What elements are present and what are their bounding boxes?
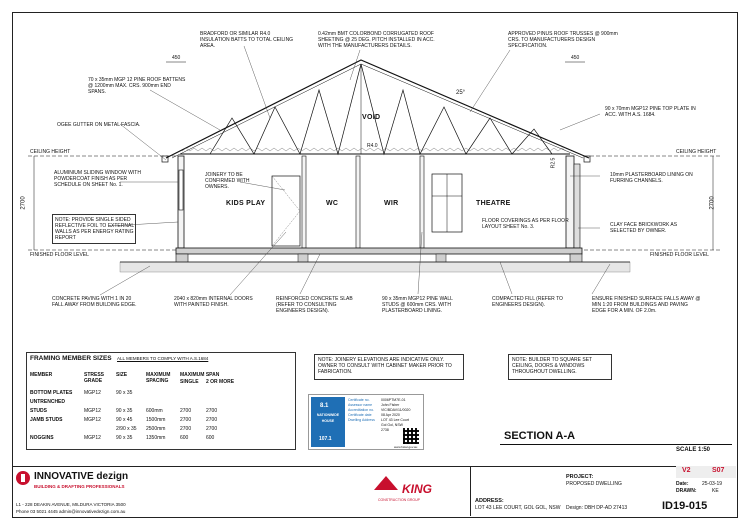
framing-cell-spacing: 2500mm: [146, 426, 166, 432]
hdr-span: MAXIMUM SPAN: [180, 372, 220, 378]
certificate-logo: NATIONWIDE HOUSE: [316, 413, 340, 423]
certificate-value: VIC/BDAV/11/0020: [381, 408, 411, 412]
hdr-grade: STRESS GRADE: [84, 372, 105, 384]
address-label: ADDRESS:: [475, 498, 504, 504]
brick-veneer-right: [574, 164, 580, 248]
certificate-rating: 8.1: [320, 403, 329, 409]
height-left-text: 2700: [20, 196, 27, 210]
drawn-label: DRAWN:: [676, 488, 697, 494]
framing-cell-spacing: 600mm: [146, 408, 163, 414]
room-wir-label: WIR: [384, 200, 399, 207]
wall-kidsplay-wc: [302, 156, 306, 248]
framing-subtitle-text: ALL MEMBERS TO COMPLY WITH A.S.1684: [117, 356, 209, 361]
note-surface-falls: ENSURE FINISHED SURFACE FALLS AWAY @ MIN 1:20 FROM BUILDINGS AND PAVING EDGE FOR A MIN. OF 2.0m.: [592, 296, 701, 314]
framing-title: [30, 355, 208, 362]
framing-cell-member: JAMB STUDS: [30, 417, 63, 423]
note-trusses: APPROVED PINUS ROOF TRUSSES @ 900mm CRS. TO MANUFACTURERS DESIGN SPECIFICATION.: [508, 31, 618, 49]
framing-cell-size: 2/90 x 35: [116, 426, 137, 432]
framing-row: [30, 417, 292, 426]
framing-cell-spacing: 1500mm: [146, 417, 166, 423]
brand-name: INNOVATIVE dezign: [34, 471, 129, 482]
truss-webs-right: [361, 64, 552, 154]
note-joinery-elev: NOTE: JOINERY ELEVATIONS ARE INDICATIVE ONLY. OWNER TO CONSULT WITH CABINET MAKER PRIOR TO FABRICATION.: [318, 357, 452, 375]
certificate-label: Certificate date: [348, 413, 372, 417]
room-theatre-label: THEATRE: [476, 200, 511, 207]
framing-cell-member: NOGGINS: [30, 435, 54, 441]
room-void-label: VOID: [362, 114, 381, 121]
framing-cell-grade: MGP12: [84, 390, 101, 396]
certificate-labels: [348, 398, 375, 423]
section-title: SECTION A-A: [504, 430, 576, 442]
framing-cell-single: 2700: [180, 408, 192, 414]
certificate-value: 08 Apr 2020: [381, 413, 400, 417]
roof-pitch-text: 25°: [456, 90, 466, 96]
note-slab: REINFORCED CONCRETE SLAB (REFER TO CONSULTING ENGINEERS DESIGN).: [276, 296, 353, 314]
note-aluminium: ALUMINIUM SLIDING WINDOW WITH POWDERCOAT FINISH AS PER SCHEDULE ON SHEET No. 1.: [54, 170, 141, 188]
framing-cell-grade: MGP12: [84, 408, 101, 414]
framing-cell-member: STUDS: [30, 408, 47, 414]
certificate-energy: 107.1: [319, 436, 332, 442]
note-studs: 90 x 35mm MGP12 PINE WALL STUDS @ 600mm CRS. WITH PLASTERBOARD LINING.: [382, 296, 453, 314]
framing-cell-more: 2700: [206, 408, 218, 414]
brand-logo-mark: [21, 474, 25, 482]
note-doors: 2040 x 820mm INTERNAL DOORS WITH PAINTED FINISH.: [174, 296, 253, 308]
external-wall-right: [566, 156, 574, 248]
framing-row: [30, 408, 292, 417]
king-logo: KING: [402, 482, 432, 496]
certificate-value: Gol Gol, NSW: [381, 423, 403, 427]
note-colorbond: 0.42mm BMT COLORBOND CORRUGATED ROOF SHEETING @ 25 DEG. PITCH INSTALLED IN ACC. WITH THE MANUFACTURERS DETAILS.: [318, 31, 435, 49]
note-brickwork: CLAY FACE BRICKWORK AS SELECTED BY OWNER.: [610, 222, 678, 234]
certificate-url: www.hstar.gov.au: [394, 445, 418, 449]
truss-webs-left: [210, 64, 361, 154]
certificate-value: LOT 43 Lee Court: [381, 418, 409, 422]
hdr-more: 2 OR MORE: [206, 379, 235, 385]
concrete-slab: [176, 248, 582, 254]
note-compacted: COMPACTED FILL (REFER TO ENGINEERS DESIGN).: [492, 296, 563, 308]
section-scale: SCALE 1:50: [676, 447, 711, 453]
ground-hatch: [120, 262, 630, 272]
sheet-number: S07: [712, 467, 725, 474]
floor-level-right: FINISHED FLOOR LEVEL: [650, 252, 709, 258]
framing-cell-single: 600: [180, 435, 189, 441]
wall-wc-wir: [356, 156, 360, 248]
framing-cell-size: 90 x 45: [116, 417, 133, 423]
room-kids-play-label: KIDS PLAY: [226, 200, 266, 207]
framing-cell-member: UNTRENCHED: [30, 399, 65, 405]
hdr-size: SIZE: [116, 372, 128, 378]
window-left: [179, 170, 183, 210]
section-title-underline: [500, 444, 732, 445]
room-wc-label: WC: [326, 200, 339, 207]
certificate-label: Assessor name: [348, 403, 373, 407]
king-subtitle: CONSTRUCTION GROUP: [378, 498, 420, 502]
certificate-value: John Fisher: [381, 403, 400, 407]
framing-cell-single: 2700: [180, 417, 192, 423]
framing-cell-grade: MGP12: [84, 435, 101, 441]
dim-eave-right-text: 450: [571, 55, 580, 61]
design-line: Design: DBH DP-AD 27413: [566, 505, 628, 511]
note-paving: CONCRETE PAVING WITH 1 IN 20 FALL AWAY FROM BUILDING EDGE.: [52, 296, 137, 308]
framing-row: [30, 399, 292, 408]
project-value: PROPOSED DWELLING: [566, 481, 622, 487]
note-floor-coverings: FLOOR COVERINGS AS PER FLOOR LAYOUT SHEET No. 3.: [482, 218, 569, 230]
framing-row: [30, 390, 292, 399]
project-label: PROJECT:: [566, 474, 594, 480]
drawn-value: KE: [712, 488, 719, 494]
note-gutter: OGEE GUTTER ON METAL FASCIA.: [57, 122, 141, 128]
framing-row: [30, 426, 292, 435]
titleblock-divider: [470, 466, 471, 516]
certificate-label: Dwelling Address: [348, 418, 375, 422]
framing-cell-single: 2700: [180, 426, 192, 432]
certificate-label: Accreditation no.: [348, 408, 375, 412]
framing-cell-more: 600: [206, 435, 215, 441]
note-foil: NOTE: PROVIDE SINGLE SIDED REFLECTIVE FOIL TO EXTERNAL WALLS AS PER ENERGY RATING REPORT: [55, 217, 134, 241]
hdr-single: SINGLE: [180, 379, 199, 385]
ceiling-height-right: CEILING HEIGHT: [676, 149, 717, 155]
note-joinery: JOINERY TO BE CONFIRMED WITH OWNERS.: [205, 172, 250, 190]
floor-level-left: FINISHED FLOOR LEVEL: [30, 252, 89, 258]
note-builder: NOTE: BUILDER TO SQUARE SET CEILING, DOORS & WINDOWS THROUGHOUT DWELLING.: [512, 357, 593, 375]
dim-eave-left-text: 450: [172, 55, 181, 61]
brand-tagline: BUILDING & DRAFTING PROFESSIONALS: [34, 484, 125, 489]
framing-cell-grade: MGP12: [84, 417, 101, 423]
framing-cell-size: 90 x 35: [116, 408, 133, 414]
certificate-value: 0006PTM7E-01: [381, 398, 406, 402]
job-id: ID19-015: [662, 500, 708, 512]
framing-cell-more: 2700: [206, 417, 218, 423]
framing-cell-size: 90 x 35: [116, 390, 133, 396]
ceiling-height-left: CEILING HEIGHT: [30, 149, 71, 155]
door-kids-play: [272, 176, 300, 246]
wall-r-value-text: R2.5: [550, 157, 557, 169]
brand-address: L1 - 228 DEAKIN AVENUE, MILDURA VICTORIA 3500: [16, 502, 126, 507]
framing-cell-more: 2700: [206, 426, 218, 432]
framing-cell-size: 90 x 35: [116, 435, 133, 441]
qr-code: [403, 428, 419, 444]
brand-contact: Phone 03 5021 4445 admin@innovativedezign.com.au: [16, 509, 126, 514]
note-bradford: BRADFORD OR SIMILAR R4.0 INSULATION BATTS TO TOTAL CEILING AREA.: [200, 31, 294, 49]
note-battens: 70 x 35mm MGP 12 PINE ROOF BATTENS @ 1200mm MAX. CRS. 900mm END SPANS.: [88, 77, 186, 95]
note-plasterboard: 10mm PLASTERBOARD LINING ON FURRING CHANNELS.: [610, 172, 693, 184]
certificate-label: Certificate no.: [348, 398, 370, 402]
hdr-member: MEMBER: [30, 372, 53, 378]
ceiling-r-value-text: R4.0: [367, 143, 378, 149]
king-logo-icon: [374, 476, 398, 490]
framing-cell-spacing: 1350mm: [146, 435, 166, 441]
address-value: LOT 43 LEE COURT, GOL GOL, NSW: [475, 505, 561, 511]
revision: V2: [682, 467, 691, 474]
framing-cell-member: BOTTOM PLATES: [30, 390, 73, 396]
date-label: Date:: [676, 481, 689, 487]
date-value: 25-03-19: [702, 481, 723, 487]
framing-row: [30, 435, 292, 444]
height-right-text: 2700: [709, 196, 716, 210]
framing-title-text: FRAMING MEMBER SIZES: [30, 355, 112, 362]
hdr-spacing: MAXIMUM SPACING: [146, 372, 171, 384]
certificate-value: 2738: [381, 428, 389, 432]
door-swing-kids-play: [272, 176, 300, 246]
note-top-plate: 90 x 70mm MGP12 PINE TOP PLATE IN ACC. WITH A.S. 1684.: [605, 106, 696, 118]
